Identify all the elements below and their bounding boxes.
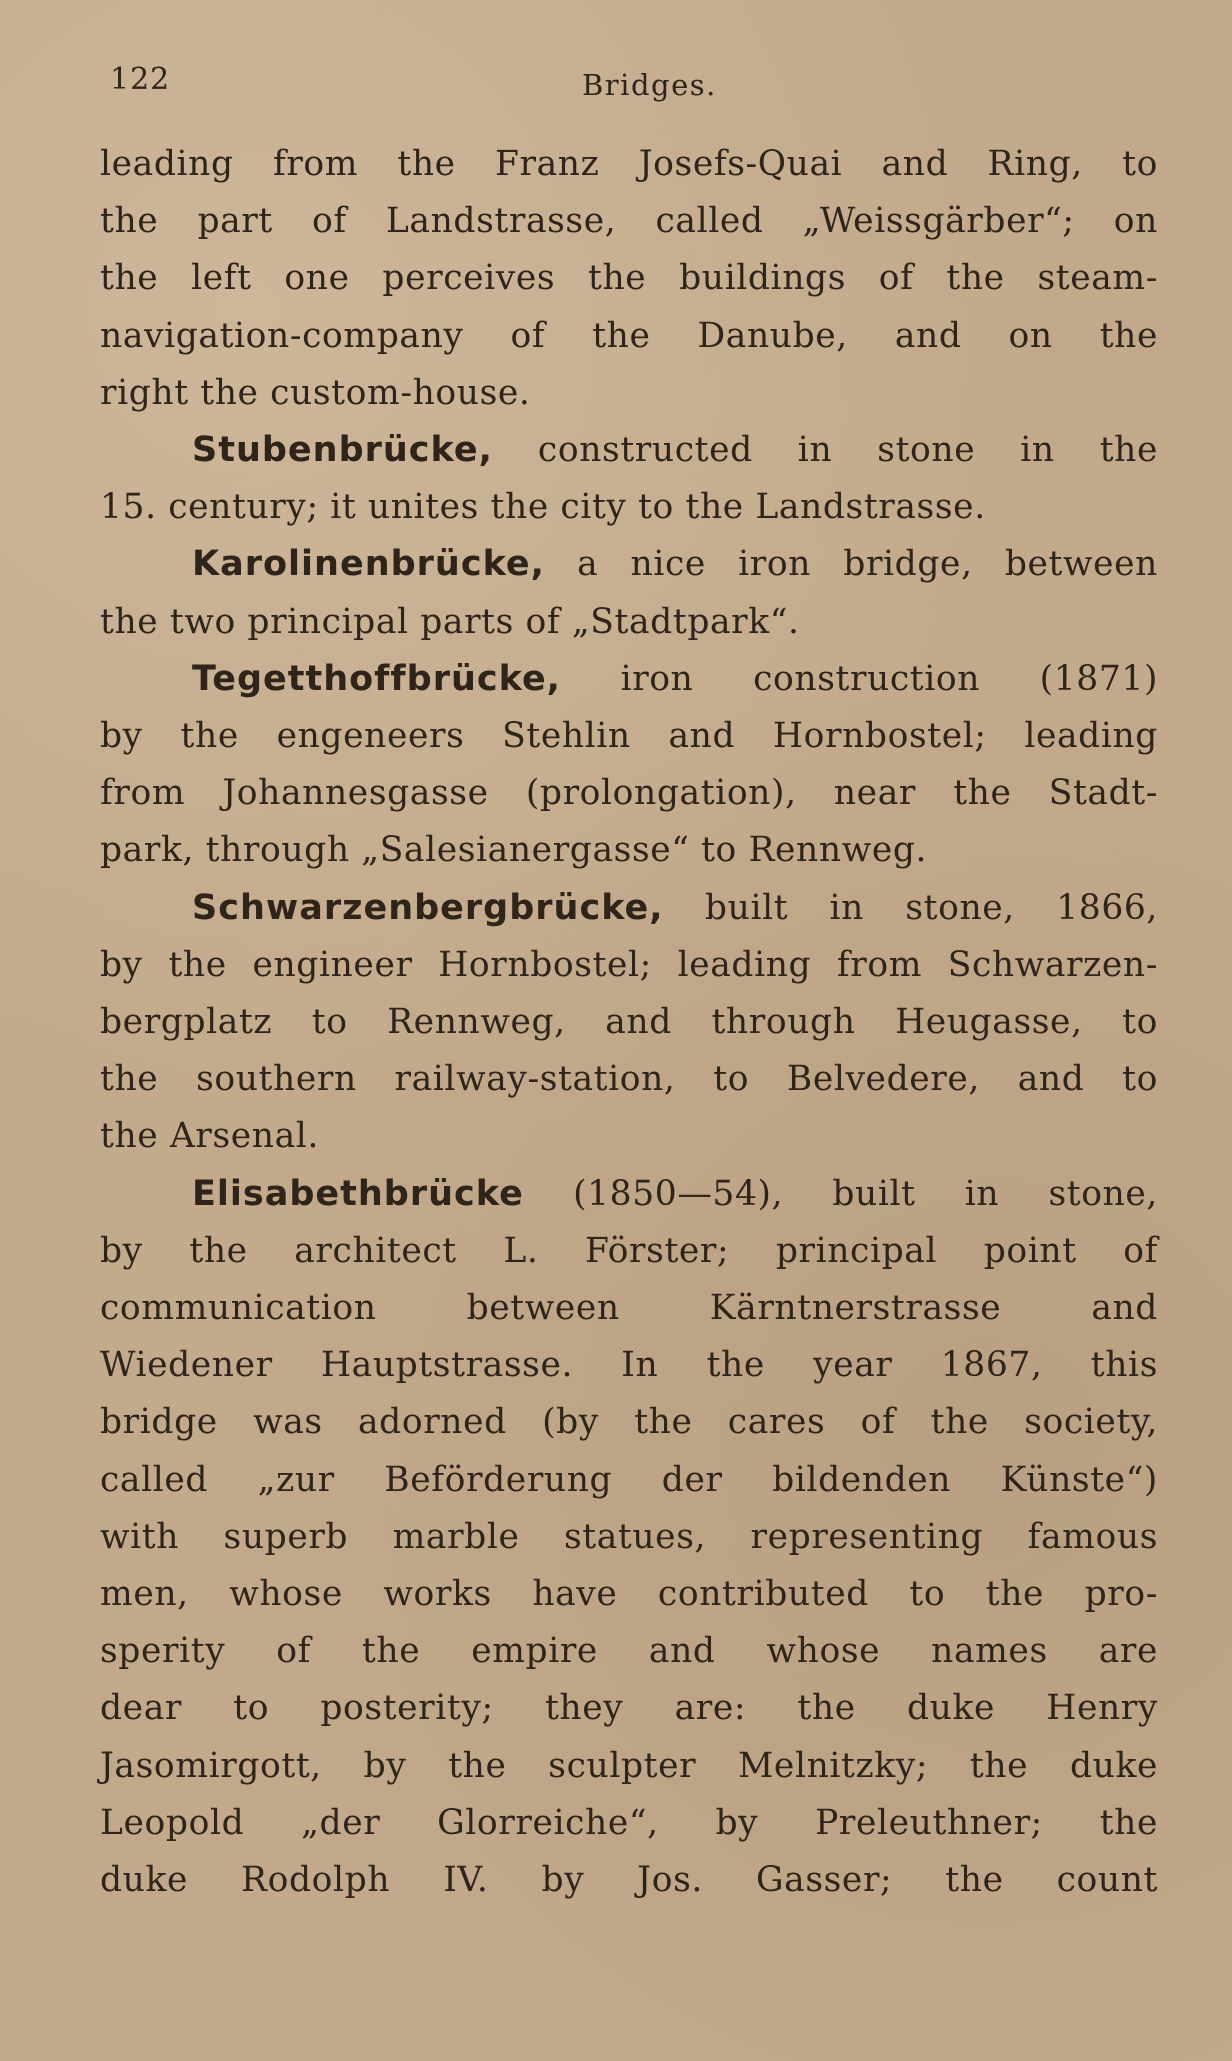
text-line [100,1166,1158,1223]
text-line [100,536,1158,593]
text-line: Jasomirgott, by the sculpter Melnitzky; the duke [100,1745,1158,1786]
text-line: the left one perceives the buildings of the steam- [100,258,1158,299]
headword-continuation: iron construction (1871) [560,658,1158,699]
text-line: park, through „Salesianergasse“ to Rennweg. [100,830,928,871]
text-line: with superb marble statues, representing famous [100,1516,1158,1557]
text-line: the part of Landstrasse, called „Weissgärber“; on [100,201,1158,242]
paragraph-tegetthoffbruecke [100,651,1158,880]
paragraph-schwarzenbergbruecke [100,880,1158,1166]
text-line: duke Rodolph IV. by Jos. Gasser; the count [100,1860,1158,1901]
headword-continuation: a nice iron bridge, between [544,544,1158,585]
text-line: by the architect L. Förster; principal point of [100,1230,1158,1271]
text-line [100,880,1158,937]
headword: Karolinenbrücke, [192,544,545,585]
headword-continuation: (1850—54), built in stone, [523,1173,1158,1214]
running-head [0,62,1232,112]
body-text [100,136,1158,1909]
headword: Schwarzenbergbrücke, [192,887,664,928]
text-line: leading from the Franz Josefs-Quai and Ring, to [100,144,1158,184]
text-line: dear to posterity; they are: the duke Henry [100,1688,1158,1729]
text-line: from Johannesgasse (prolongation), near the Stadt- [100,773,1158,814]
text-line: communication between Kärntnerstrasse and [100,1288,1158,1329]
text-line: by the engeneers Stehlin and Hornbostel; leading [100,716,1158,757]
headword: Tegetthoffbrücke, [192,658,561,699]
paragraph-continuation [100,136,1158,422]
text-line: bergplatz to Rennweg, and through Heugasse, to [100,1002,1158,1043]
text-line: right the custom-house. [100,372,531,413]
headword-continuation: constructed in stone in the [492,430,1158,471]
text-line: the two principal parts of „Stadtpark“. [100,601,800,642]
text-line: Leopold „der Glorreiche“, by Preleuthner; the [100,1802,1158,1843]
text-line: the Arsenal. [100,1116,319,1157]
text-line: the southern railway-station, to Belvedere, and to [100,1059,1158,1100]
text-line: by the engineer Hornbostel; leading from Schwarzen- [100,944,1158,985]
paragraph-karolinenbruecke [100,536,1158,650]
paragraph-elisabethbruecke [100,1166,1158,1910]
headword: Stubenbrücke, [192,430,493,471]
text-line: sperity of the empire and whose names are [100,1631,1158,1672]
text-line: called „zur Beförderung der bildenden Künste“) [100,1459,1158,1500]
text-line: Wiedener Hauptstrasse. In the year 1867, this [100,1345,1158,1386]
text-line [100,422,1158,479]
text-line: 15. century; it unites the city to the Landstrasse. [100,487,986,528]
text-line: navigation-company of the Danube, and on the [100,315,1158,356]
headword: Elisabethbrücke [192,1173,524,1214]
text-line: men, whose works have contributed to the pro- [100,1574,1158,1615]
paragraph-stubenbruecke [100,422,1158,536]
page-number: 122 [110,62,171,97]
headword-continuation: built in stone, 1866, [663,887,1158,928]
text-line: bridge was adorned (by the cares of the society, [100,1402,1158,1443]
running-title: Bridges. [582,68,717,102]
text-line [100,651,1158,708]
